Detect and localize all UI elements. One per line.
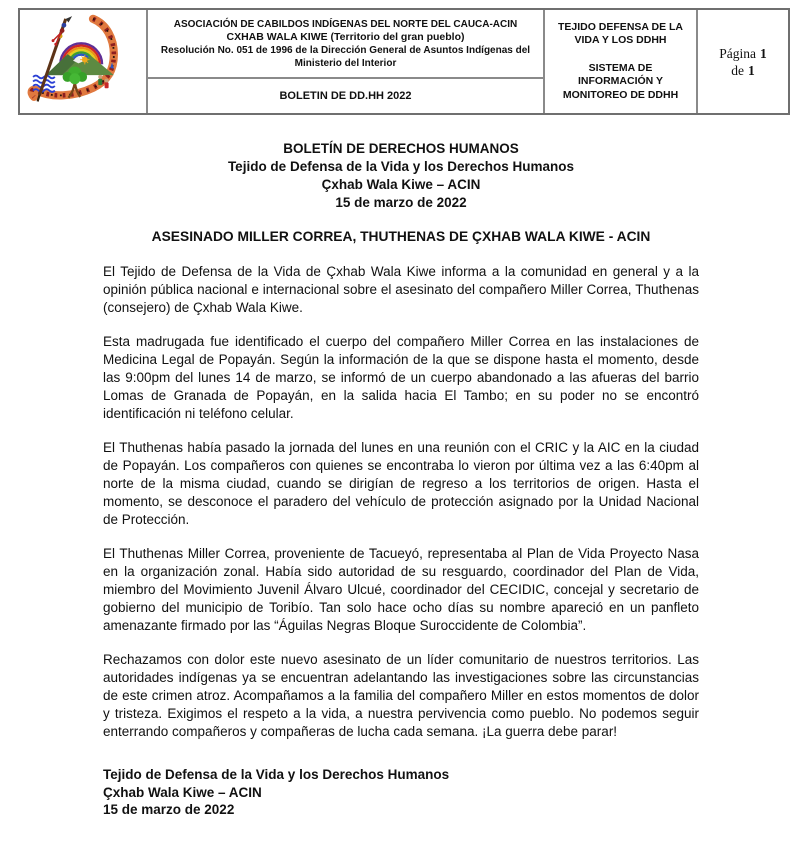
signature-line: 15 de marzo de 2022 <box>103 802 235 818</box>
doc-title-line: Çxhab Wala Kiwe – ACIN <box>321 177 481 192</box>
headline: ASESINADO MILLER CORREA, THUTHENAS DE ÇXHAB WALA KIWE - ACIN <box>151 229 651 244</box>
signature-line: Tejido de Defensa de la Vida y los Derechos Humanos <box>103 767 450 783</box>
sistema-label: SISTEMA DE INFORMACIÓN Y MONITOREO DE DDHH <box>562 61 679 101</box>
org-info-cell <box>148 10 543 113</box>
paragraph: El Thuthenas había pasado la jornada del lunes en una reunión con el CRIC y la AIC en la ciudad de Popayán. Los compañeros con quienes se encontraba lo vieron por última vez a las 6:40pm al norte de la misma ciudad, cuando se dirigían de regreso a los territorios de origen. Hasta el momento, se desconoce el paradero del vehículo de protección asignado por la Unidad Nacional de Protección. <box>103 440 699 527</box>
doc-title-line: 15 de marzo de 2022 <box>335 195 467 210</box>
doc-title-line: Tejido de Defensa de la Vida y los Derechos Humanos <box>227 159 575 174</box>
page-word: Página <box>719 45 756 61</box>
acin-logo <box>24 14 142 109</box>
doc-title-line: BOLETÍN DE DERECHOS HUMANOS <box>283 141 519 156</box>
tejido-label: TEJIDO DEFENSA DE LA VIDA Y LOS DDHH <box>557 20 684 47</box>
header-table <box>18 8 790 115</box>
org-resolution: Resolución No. 051 de 1996 de la Dirección General de Asuntos Indígenas del Ministerio del Interior <box>160 44 531 69</box>
signature-line: Çxhab Wala Kiwe – ACIN <box>103 784 262 800</box>
page-number-line2 <box>731 62 755 79</box>
paragraph: Rechazamos con dolor este nuevo asesinato de un líder comunitario de nuestros territorios. Las autoridades indígenas ya se encuentran adelantando las investigaciones sobre las circunstancias de este crimen atroz. Acompañamos a la familia del compañero Miller en estos momentos de dolor y tristeza. Exigimos el respeto a la vida, a nuestra pervivencia como pueblo. No podemos seguir enterrando compañeros y compañeras de lucha cada semana. ¡La guerra debe parar! <box>103 652 699 739</box>
page-total: 1 <box>748 62 755 78</box>
body-text <box>103 263 699 740</box>
org-subname: CXHAB WALA KIWE (Territorio del gran pueblo) <box>226 30 465 43</box>
paragraph: El Tejido de Defensa de la Vida de Çxhab Wala Kiwe informa a la comunidad en general y a la opinión pública nacional e internacional sobre el asesinato del compañero Miller Correa, Thuthenas (consejero) de Çxhab Wala Kiwe. <box>103 264 699 315</box>
page-of-word: de <box>731 62 744 78</box>
page-number: 1 <box>760 45 767 61</box>
page-number-line1 <box>719 45 767 62</box>
page-number-cell <box>696 10 788 113</box>
org-name: ASOCIACIÓN DE CABILDOS INDÍGENAS DEL NORTE DEL CAUCA-ACIN <box>173 18 518 30</box>
paragraph: El Thuthenas Miller Correa, proveniente de Tacueyó, representaba al Plan de Vida Proyecto Nasa en la organización zonal. Había sido autoridad de su resguardo, coordinador del Plan de Vida, miembro del Movimiento Juvenil Álvaro Ulcué, coordinador del CECIDIC, concejal y secretario de gobierno del municipio de Toribío. Tan solo hace ocho días su nombre apareció en un panfleto amenazante firmado por las “Águilas Negras Bloque Suroccidente de Colombia”. <box>103 546 699 633</box>
tejido-cell <box>543 10 696 113</box>
paragraph: Esta madrugada fue identificado el cuerpo del compañero Miller Correa en las instalaciones de Medicina Legal de Popayán. Según la información de la que se dispone hasta el momento, desde las 9:00pm del lunes 14 de marzo, se informó de un cuerpo abandonado a las afueras del barrio Lomas de Granada de Popayán, en la salida hacia El Tambo; en su poder no se encontró identificación ni teléfono celular. <box>103 334 699 421</box>
title-block <box>103 140 699 212</box>
acin-logo-cell <box>20 10 148 113</box>
signature-block <box>103 766 699 819</box>
boletin-label: BOLETIN DE DD.HH 2022 <box>148 77 543 113</box>
org-info-top <box>148 10 543 77</box>
document-content <box>103 140 699 819</box>
